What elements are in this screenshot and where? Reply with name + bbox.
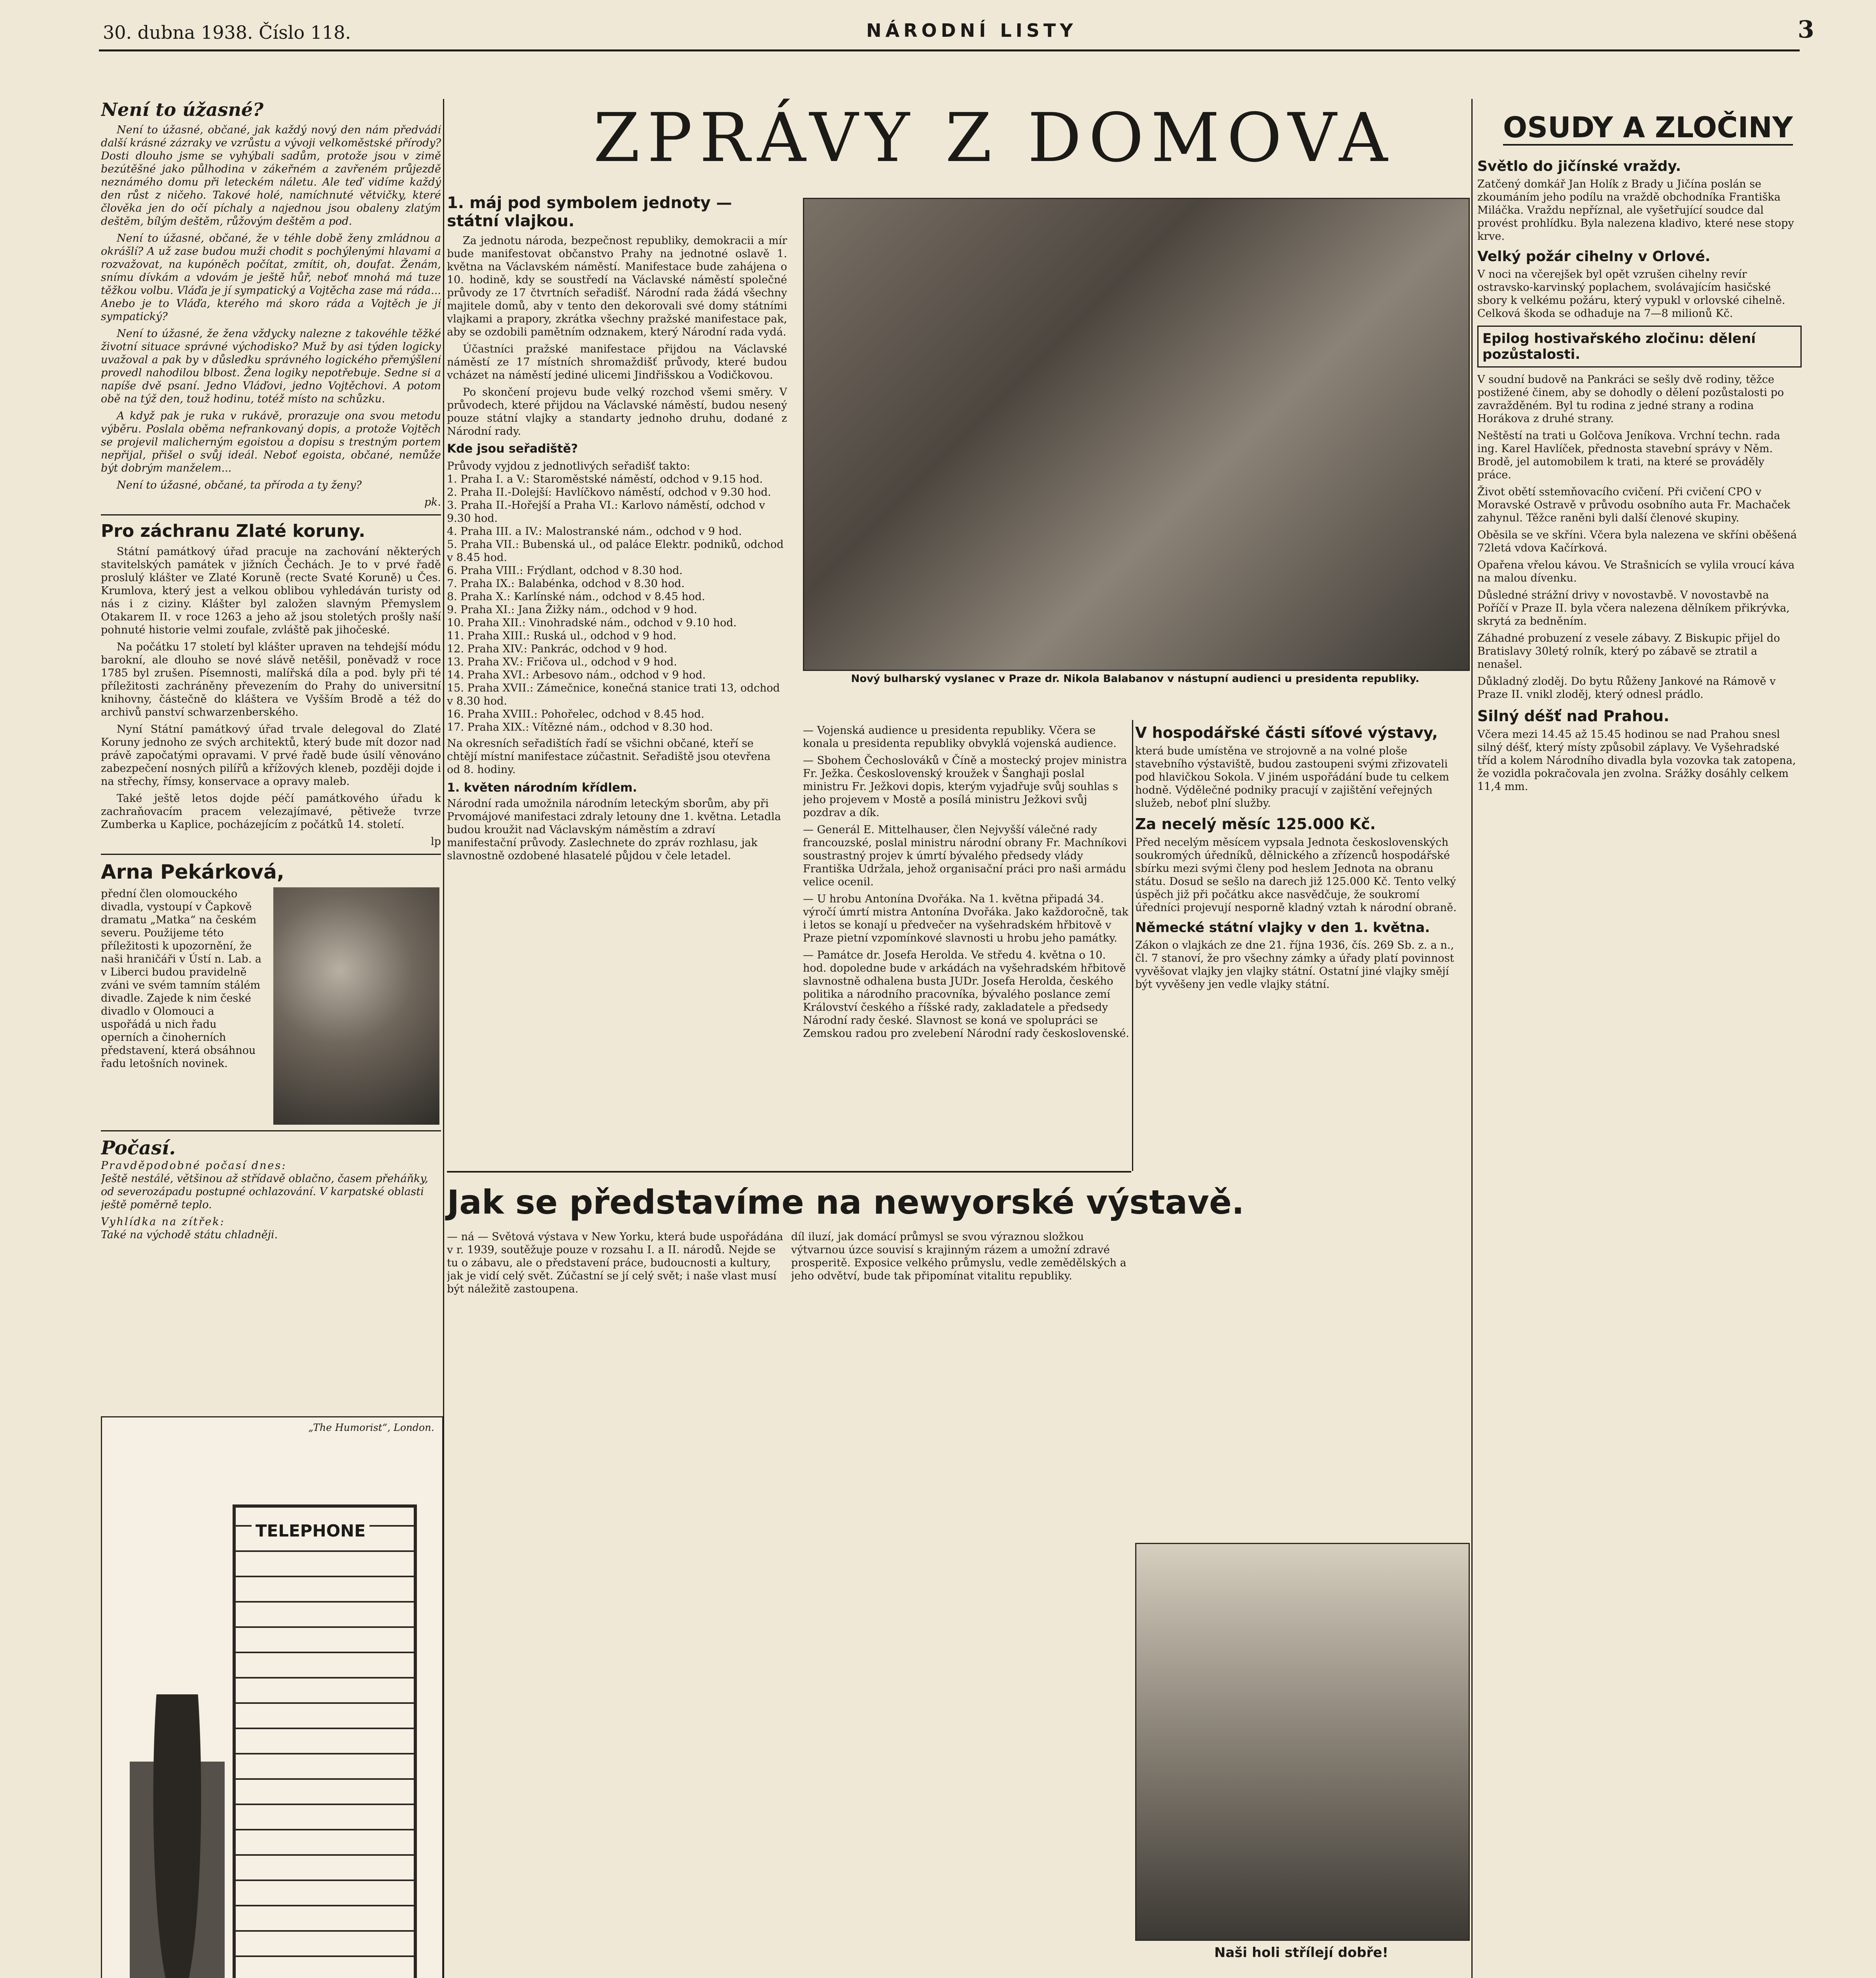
neni-signature: pk. bbox=[424, 496, 441, 508]
kde-list-item: 15. Praha XVII.: Zámečnice, konečná stanice trati 13, odchod v 8.30 hod. bbox=[447, 682, 780, 707]
column-2 bbox=[447, 194, 787, 1171]
maj-p3: Po skončení projevu bude velký rozchod všemi směry. V průvodech, které přijdou na Václavské náměstí, budou nesený pouze státní vlajky a standarty jednoho druhu, dodané z Národní rady. bbox=[447, 386, 787, 438]
zachranu-article bbox=[101, 545, 441, 848]
kde-list-item: 14. Praha XVI.: Arbesovo nám., odchod v 9 hod. bbox=[447, 669, 706, 681]
column-rule bbox=[443, 99, 444, 1978]
kde-list-item: 16. Praha XVIII.: Pohořelec, odchod v 8.45 hod. bbox=[447, 708, 704, 720]
newyork-col-a: — ná — Světová výstava v New Yorku, která bude uspořádána v r. 1939, soutěžuje pouze v rozsahu I. a II. národů. Nejde se tu o zábavu, ale o představení práce, budoucnosti a kultury, jak je vidí celý svět. Zúčastní se jí celý svět; i naše vlast musí být náležitě zastoupena. bbox=[447, 1231, 783, 1295]
kde-list-item: 4. Praha III. a IV.: Malostranské nám., odchod v 9 hod. bbox=[447, 525, 742, 538]
neni-p2: Není to úžasné, občané, že v téhle době ženy zmládnou a okrášlí? A už zase budou muži chodit s pochýlenými hlavami a rozvažovat, na kupóněch počítat, zmítit, oh, doufat. Ženám, snímu dívkám a vdovám je ještě hůř, neboť mnohá má tuze těžkou volbu. Vláďa je jí sympatický a Vojtěcha zase má ráda... Anebo je to Vláďa, kterého má skoro ráda a Vojtěch je jí sympatický? bbox=[101, 232, 441, 323]
maj-p2: Účastníci pražské manifestace přijdou na Václavské náměstí ze 17 místních shromaždišť průvody, které budou vcházet na náměstí jediné ulicemi Jindřišskou a Vodičkovou. bbox=[447, 343, 787, 381]
zivot-item: Život obětí sstemňovacího cvičení. Při cvičení CPO v Moravské Ostravě v průvodu osobního auta Fr. Machaček zahynul. Těžce raněni byli další členové skupiny. bbox=[1477, 486, 1791, 524]
neni-title: Není to úžasné? bbox=[101, 99, 264, 120]
soldiers-photo bbox=[1135, 1543, 1470, 1941]
telephone-sign: TELEPHONE bbox=[252, 1519, 369, 1542]
ambassador-photo-caption: Nový bulharský vyslanec v Praze dr. Nikola Balabanov v nástupní audienci u presidenta republiky. bbox=[851, 673, 1420, 685]
ambassador-audience-photo bbox=[803, 198, 1470, 671]
soldiers-photo-caption: Naši holi střílejí dobře! bbox=[1214, 1945, 1388, 1961]
telephone-booth-drawing bbox=[233, 1504, 417, 1978]
section-masthead: ZPRÁVY Z DOMOVA bbox=[593, 99, 1395, 177]
obesila-item: Oběsila se ve skříni. Včera byla nalezena ve skříni oběšená 72letá vdova Kačírková. bbox=[1477, 529, 1797, 554]
kde-list-item: 11. Praha XIII.: Ruská ul., odchod v 9 hod. bbox=[447, 630, 676, 642]
vlajky-title: Německé státní vlajky v den 1. května. bbox=[1135, 920, 1430, 936]
header-rule bbox=[99, 49, 1800, 51]
pozar-text: V noci na včerejšek byl opět vzrušen cihelny revír ostravsko-karvinský poplachem, svolávajícím hasičské sbory k velkému požáru, který vypukl v orlovské cihelně. Celková škoda se odhaduje na 7—8 milionů Kč. bbox=[1477, 268, 1785, 320]
arna-block bbox=[101, 887, 441, 1125]
sitove-text: která bude umístěna ve strojovně a na volné ploše stavebního výstaviště, budou zastoupeni svými zřizovateli pod hlavičkou Sokola. V jiném uspořádání bude tu celkem hodně. Výdělečné podniky pracují v zajištění veřejných služeb, neboť plní služby. bbox=[1135, 745, 1449, 809]
vyhlidka-label: Vyhlídka na zítřek: bbox=[101, 1216, 225, 1228]
pocasi-text: Ještě nestálé, většinou až střídavě oblačno, časem přeháňky, od severozápadu postupné ochlazování. V karpatské oblasti ještě poměrně teplo. bbox=[101, 1173, 428, 1211]
svetlo-text: Zatčený domkář Jan Holík z Brady u Jičína poslán se zkoumáním jeho podílu na vraždě obchodníka Františka Miláčka. Vraždu nepříznal, ale vyšetřující soudce dal provést prohlídku. Byla nalezena kladivo, které nese stopy krve. bbox=[1477, 178, 1794, 243]
column-rule bbox=[1132, 720, 1133, 1171]
kde-list-item: 12. Praha XIV.: Pankrác, odchod v 9 hod. bbox=[447, 643, 668, 655]
destta-text: Včera mezi 14.45 až 15.45 hodinou se nad Prahou snesl silný déšť, který místy způsobil záplavy. Ve Vyšehradské tříd a kolem Národního divadla byla vozovka tak zatopena, že vozidla pokračovala jen zvolna. Srážky dosáhly celkem 11,4 mm. bbox=[1477, 728, 1796, 793]
dukladny-item: Důkladný zloděj. Do bytu Růženy Jankové na Rámově v Praze II. vnikl zloděj, který odnesl prádlo. bbox=[1477, 675, 1776, 701]
cartoon-source: „The Humorist“, London. bbox=[308, 1422, 434, 1433]
sbohem-item: — Sbohem Čechoslováků v Číně a mostecký projev ministra Fr. Ježka. Československý kroužek v Šanghaji poslal ministru Fr. Ježkovi dopis, kterým vyjadřuje svůj souhlas s jeho projevem v Mostě a posílá ministru Ježkovi svůj pozdrav a dík. bbox=[803, 754, 1127, 819]
kde-list-item: 1. Praha I. a V.: Staroměstské náměstí, odchod v 9.15 hod. bbox=[447, 473, 763, 485]
mittelhauser-item: — Generál E. Mittelhauser, člen Nejvyšší válečné rady francouzské, poslal ministru národní obrany Fr. Machníkovi soustrastný projev k úmrtí bývalého předsedy vlády Františka Udržala, jehož organisační práci pro naši armádu velice ocenil. bbox=[803, 824, 1127, 888]
column-5 bbox=[1477, 158, 1802, 1978]
zachranu-title: Pro záchranu Zlaté koruny. bbox=[101, 521, 365, 541]
mesic-title: Za necelý měsíc 125.000 Kč. bbox=[1135, 815, 1376, 833]
vlajky-text: Zákon o vlajkách ze dne 21. října 1936, čís. 269 Sb. z. a n., čl. 7 stanoví, že pro všechny zámky a úřady platí povinnost vyvěšovat vlajky jen vlajky státní. Ostatní jiné vlajky smějí být vyvěšeny jen vedle vlajky státní. bbox=[1135, 939, 1454, 991]
kde-list-item: 6. Praha VIII.: Frýdlant, odchod v 8.30 hod. bbox=[447, 565, 683, 577]
kde-list-item: 10. Praha XII.: Vinohradské nám., odchod v 9.10 hod. bbox=[447, 617, 737, 629]
kde-list-item: 9. Praha XI.: Jana Žižky nám., odchod v 9 hod. bbox=[447, 604, 697, 616]
column-1 bbox=[101, 99, 441, 1416]
pozar-title: Velký požár cihelny v Orlové. bbox=[1477, 248, 1711, 265]
cartoon bbox=[101, 1416, 443, 1978]
kde-note: Na okresních seřadištích řadí se všichni občané, kteří se chtějí místní manifestace zúčastnit. Seřadiště jsou otevřena od 8. hodiny. bbox=[447, 737, 771, 776]
figure-drawing bbox=[130, 1694, 225, 1978]
divider bbox=[101, 514, 441, 515]
kde-intro: Průvody vyjdou z jednotlivých seřadišť takto: bbox=[447, 460, 690, 472]
zachranu-signature: lp bbox=[431, 836, 441, 848]
vojenska-item: — Vojenská audience u presidenta republiky. Včera se konala u presidenta republiky obvyklá vojenská audience. bbox=[803, 724, 1117, 750]
column-rule bbox=[1471, 99, 1473, 1978]
newyork-title: Jak se představíme na newyorské výstavě. bbox=[447, 1183, 1244, 1222]
maj-title: 1. máj pod symbolem jednoty — státní vlajkou. bbox=[447, 194, 732, 230]
divider bbox=[101, 854, 441, 855]
epilog-box bbox=[1477, 326, 1802, 368]
neni-article bbox=[101, 123, 441, 509]
zmizel-item: Záhadné probuzení z vesele zábavy. Z Biskupic přijel do Bratislavy 30letý rolník, který po zábavě se ztratil a nenašel. bbox=[1477, 632, 1780, 671]
neni-p5: Není to úžasné, občané, ta příroda a ty ženy? bbox=[117, 479, 362, 491]
section-osudy-title: OSUDY A ZLOČINY bbox=[1503, 111, 1793, 146]
herold-item: — Památce dr. Josefa Herolda. Ve středu 4. května o 10. hod. dopoledne bude v arkádách na vyšehradském hřbitově slavnostně odhalena busta JUDr. Josefa Herolda, českého politika a národního pracovníka, bývalého poslance zemí Království českého a říšské rady, zakladatele a předsedy Národní rady české. Slavnost se koná ve spolupráci se Zemskou radou pro zvelebení Národní rady československé. bbox=[803, 949, 1129, 1040]
kde-list-item: 13. Praha XV.: Fričova ul., odchod v 9 hod. bbox=[447, 656, 677, 668]
kde-list-item: 2. Praha II.-Dolejší: Havlíčkovo náměstí, odchod v 9.30 hod. bbox=[447, 486, 771, 498]
zachranu-p4: Také ještě letos dojde péčí památkového úřadu k zachraňovacím pracem velezajímavé, pětiveže tvrze Zumberka u Kaplice, pocházejícím z počátků 14. století. bbox=[101, 792, 441, 831]
issue-date: 30. dubna 1938. Číslo 118. bbox=[103, 22, 351, 43]
pocasi-subtitle: Pravděpodobné počasí dnes: bbox=[101, 1160, 287, 1172]
kde-list-item: 8. Praha X.: Karlínské nám., odchod v 8.45 hod. bbox=[447, 591, 705, 603]
neni-p3: Není to úžasné, že žena vždycky nalezne z takovéhle těžké životní situace správné východisko? Muž by asi týden logicky uvažoval a pak by v důsledku správného logického přemýšlení provedl nahodilou blbost. Žena logiky nepotřebuje. Sedne si a napíše dvě psaní. Jedno Vláďovi, jedno Vojtěchovi. A potom obě na týž den, touž hodinu, totéž místo na schůzku. bbox=[101, 328, 441, 405]
kde-title: Kde jsou seřadiště? bbox=[447, 442, 578, 456]
kde-list-item: 5. Praha VII.: Bubenská ul., od paláce Elektr. podniků, odchod v 8.45 hod. bbox=[447, 538, 784, 564]
kde-list-item: 3. Praha II.-Hořejší a Praha VI.: Karlovo náměstí, odchod v 9.30 hod. bbox=[447, 499, 765, 525]
svetlo-title: Světlo do jičínské vraždy. bbox=[1477, 158, 1681, 174]
zachranu-p1: Státní památkový úřad pracuje na zachování některých stavitelských památek v jižních Čechách. Je to v prvé řadě proslulý klášter ve Zlaté Koruně (recte Svaté Koruně) u Čes. Krumlova, který jest a velkou oblibou vyhledáván turisty od nás i z ciziny. Klášter byl založen slavným Přemyslem Otakarem II. v roce 1263 a jeho až jsou stoletých prošly naší pohnuté historie velmi zoufale, zvláště pak jihočeské. bbox=[101, 546, 441, 636]
kveten-title: 1. květen národním křídlem. bbox=[447, 781, 637, 795]
destta-title: Silný déšť nad Prahou. bbox=[1477, 707, 1670, 725]
dvorak-item: — U hrobu Antonína Dvořáka. Na 1. května připadá 34. výročí úmrtí mistra Antonína Dvořáka. Jako každoročně, tak i letos se konají u předvečer na vyšehradském hřbitově v Praze pietní vzpomínkové slavnosti u hrobu jeho památky. bbox=[803, 893, 1128, 944]
mesic-text: Před necelým měsícem vypsala Jednota československých soukromých úředníků, dělnického a zřízenců hospodářské sbírku mezi svými členy pod heslem Jednota na obranu státu. Dosud se sešlo na darech již 125.000 Kč. Tento velký úspěch již při počátku akce nasvědčuje, že soukromí úředníci projevují nesporně kladný vztah k národní obraně. bbox=[1135, 836, 1457, 914]
neni-p4: A když pak je ruka v rukávě, prorazuje ona svou metodu výběru. Poslala oběma nefrankovaný dopis, a protože Vojtěch se projevil malicherným egoistou a dopisu s trestným portem nepřijal, přišel o svůj ideál. Neboť egoista, občané, nemůže být dobrým manželem... bbox=[101, 410, 441, 474]
newyork-col-b: díl iluzí, jak domácí průmysl se svou výraznou složkou výtvarnou úzce souvisí s krajinným rázem a umožní zdravé prosperitě. Exposice velkého průmyslu, vedle zemědělských a jeho odvětví, bude tak připomínat vitalitu republiky. bbox=[791, 1231, 1126, 1282]
page-number: 3 bbox=[1798, 16, 1814, 44]
zachranu-p3: Nyní Státní památkový úřad trvale delegoval do Zlaté Koruny jednoho ze svých architektů, který bude mít dozor nad právě započatými opravami. V prvé řadě bude úsilí věnováno zabezpečení nosných pilířů a křížových kleneb, později dojde i na střechy, římsy, konservace a opravy maleb. bbox=[101, 723, 441, 788]
epilog-title: Epilog hostivařského zločinu: dělení pozůstalosti. bbox=[1482, 331, 1756, 362]
kde-list-item: 17. Praha XIX.: Vítězné nám., odchod v 8.30 hod. bbox=[447, 721, 713, 733]
vyhlidka-text: Také na východě státu chladněji. bbox=[101, 1229, 278, 1241]
column-4 bbox=[1135, 724, 1467, 1515]
kde-list-item: 7. Praha IX.: Balabénka, odchod v 8.30 hod. bbox=[447, 578, 685, 590]
dusledek-item: Důsledné strážní drivy v novostavbě. V novostavbě na Poříčí v Praze II. byla včera nalezena dělníkem přikrývka, skrytá za bedněním. bbox=[1477, 589, 1790, 627]
opalena-item: Opařena vřelou kávou. Ve Strašnicích se vylila vroucí káva na malou dívenku. bbox=[1477, 559, 1795, 584]
neni-p1: Není to úžasné, občané, jak každý nový den nám předvádí další krásné zázraky ve vzrůstu a vývoji velkoměstské přírody? Dosti dlouho jsme se vyhýbali sadům, protože jsou v zimě bezútěšné jako půlhodina v zákeřném a zavřeném průjezdě neznámého domu při leteckém náletu. Ale teď vidíme každý den růst z ničeho. Takové holé, namíchnuté větvičky, které člověka jen do očí píchaly a najednou jsou obaleny zlatým deštěm, bílým deštěm, růžovým deštěm a pod. bbox=[101, 124, 441, 227]
divider bbox=[101, 1130, 441, 1131]
arna-portrait-photo bbox=[273, 887, 439, 1125]
epilog-text: V soudní budově na Pankráci se sešly dvě rodiny, těžce postižené činem, aby se dohodly o dělení pozůstalosti po zavražděném. Byl tu rodina z jedné strany a rodina Horákova z druhé strany. bbox=[1477, 373, 1784, 425]
maj-article bbox=[447, 234, 787, 438]
arna-title: Arna Pekárková, bbox=[101, 860, 284, 883]
column-3 bbox=[803, 724, 1131, 1171]
maj-p1: Za jednotu národa, bezpečnost republiky, demokracii a mír bude manifestovat občanstvo Prahy na jednotné oslavě 1. května na Václavském náměstí. Manifestace bude zahájena o 10. hodině, kdy se soustředí na Václavské náměstí společné průvody ze 17 čtvrtních seřadišť. Národní rada žádá všechny majitele domů, aby v tento den dekorovali své domy státními vlajkami a prapory, zkrátka všechny pražské manifestace pak, aby se ozdobili pamětním odznakem, který Národní rada vydá. bbox=[447, 235, 787, 338]
zachranu-p2: Na počátku 17 století byl klášter upraven na tehdejší módu barokní, ale dlouho se nové slávě netěšil, poněvadž v roce 1785 byl zrušen. Písemnosti, malířská díla a pod. byly při té příležitosti zachráněny převezením do Prahy do universitní knihovny, částečně do kláštera ve Vyšším Brodě a též do archivů panství schwarzenberského. bbox=[101, 641, 441, 718]
neststi-item: Neštěstí na trati u Golčova Jeníkova. Vrchní techn. rada ing. Karel Havlíček, přednosta stavební správy v Něm. Brodě, jel automobilem k trati, na které se prováděly práce. bbox=[1477, 430, 1780, 481]
newspaper-name: NÁRODNÍ LISTY bbox=[866, 20, 1077, 41]
pocasi-title: Počasí. bbox=[101, 1137, 176, 1159]
kde-list bbox=[447, 473, 787, 734]
arna-text: přední člen olomouckého divadla, vystoupí v Čapkově dramatu „Matka“ na českém severu. Použijeme této příležitosti k upozornění, že naši hraničáři v Ústí n. Lab. a v Liberci budou pravidelně zváni ve svém tamním stálém divadle. Zajede k nim české divadlo v Olomouci a uspořádá u nich řadu operních a činoherních představení, která obsáhnou řadu letošních novinek. bbox=[101, 888, 261, 1070]
divider bbox=[447, 1171, 1131, 1173]
sitove-title: V hospodářské části síťové výstavy, bbox=[1135, 724, 1438, 741]
kveten-text: Národní rada umožnila národním leteckým sborům, aby při Prvomájové manifestaci zdraly letouny dne 1. května. Letadla budou kroužit nad Václavským náměstím a zdraví manifestační průvody. Zaslechnete do zpráv rozhlasu, jak slavnostně ozdobené hlasatelé půjdou v čele letadel. bbox=[447, 798, 781, 862]
